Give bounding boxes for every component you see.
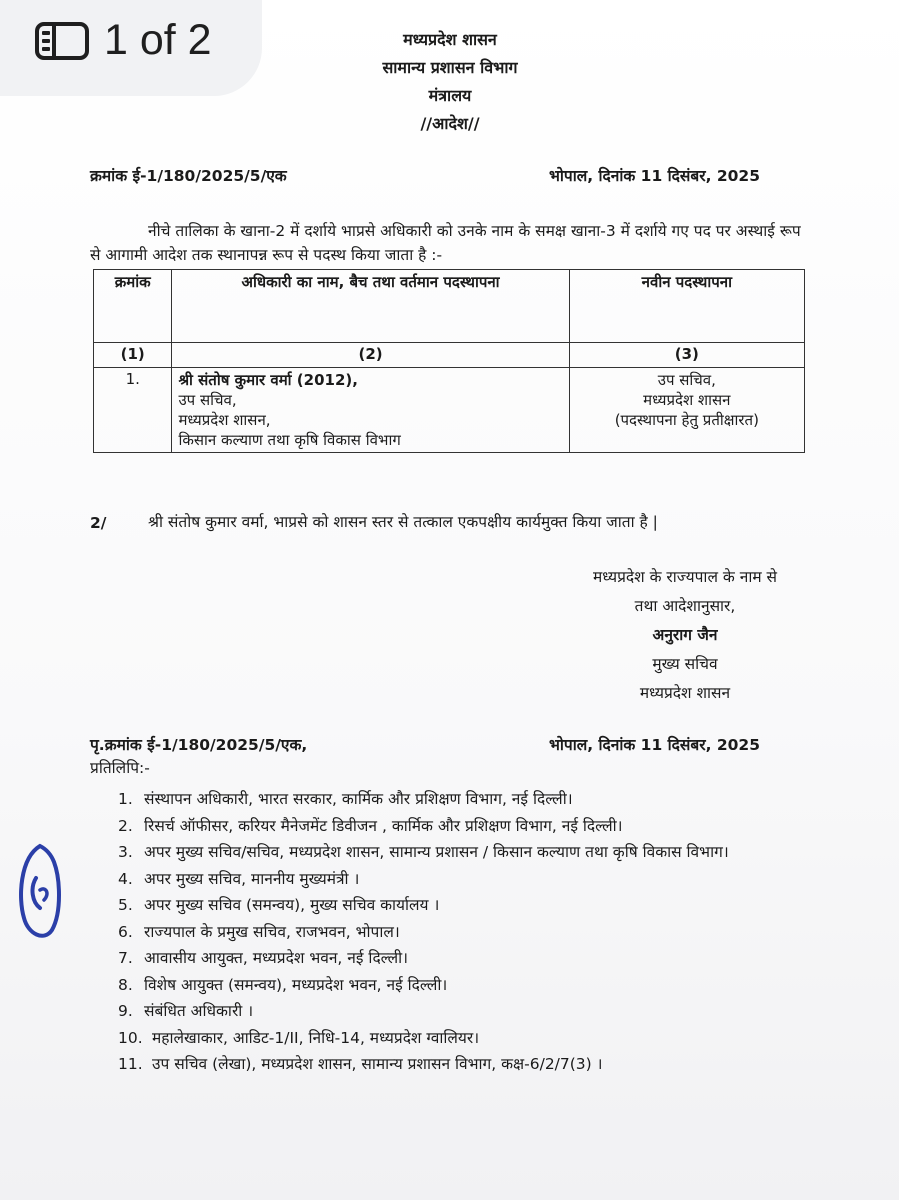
new-posting-status: (पदस्थापना हेतु प्रतीक्षारत): [614, 411, 759, 429]
para2-number: 2/: [90, 514, 107, 532]
list-item: 6. राज्यपाल के प्रमुख सचिव, राजभवन, भोपाल।: [118, 922, 400, 941]
list-item: 2. रिसर्च ऑफीसर, करियर मैनेजमेंट डिवीजन , कार्मिक और प्रशिक्षण विभाग, नई दिल्ली।: [118, 816, 623, 835]
copy-label: प्रतिलिपि:-: [90, 759, 150, 777]
recipient-list: [118, 786, 818, 1078]
page-indicator-text: 1 of 2: [104, 16, 212, 64]
header-department: सामान्य प्रशासन विभाग: [382, 58, 518, 77]
row-serial: 1.: [94, 368, 172, 453]
posting-table: [93, 269, 805, 453]
table-row: [94, 368, 805, 453]
list-item: 7. आवासीय आयुक्त, मध्यप्रदेश भवन, नई दिल्ली।: [118, 949, 409, 967]
col-number-1: (1): [94, 343, 172, 368]
list-item: 4. अपर मुख्य सचिव, माननीय मुख्यमंत्री ।: [118, 869, 360, 888]
header-officer: अधिकारी का नाम, बैच तथा वर्तमान पदस्थापना: [172, 270, 569, 343]
current-department: किसान कल्याण तथा कृषि विकास विभाग: [178, 431, 401, 449]
current-government: मध्यप्रदेश शासन,: [178, 411, 271, 429]
signature-line1: मध्यप्रदेश के राज्यपाल के नाम से: [592, 568, 778, 586]
handwritten-initials: [10, 838, 80, 948]
table-column-number-row: [94, 343, 805, 368]
signatory-office: मध्यप्रदेश शासन: [639, 684, 731, 702]
new-government: मध्यप्रदेश शासन: [643, 391, 731, 409]
endorsement-place-date: भोपाल, दिनांक 11 दिसंबर, 2025: [549, 736, 760, 754]
officer-name: श्री संतोष कुमार वर्मा (2012),: [178, 371, 358, 389]
new-designation: उप सचिव,: [657, 371, 716, 389]
list-item: 11. उप सचिव (लेखा), मध्यप्रदेश शासन, सामान्य प्रशासन विभाग, कक्ष-6/2/7(3) ।: [118, 1055, 603, 1073]
list-item: 3. अपर मुख्य सचिव/सचिव, मध्यप्रदेश शासन, सामान्य प्रशासन / किसान कल्याण तथा कृषि विकास विभाग।: [118, 843, 729, 861]
table-header-row: [94, 270, 805, 343]
signature-block: [530, 563, 840, 708]
intro-paragraph: नीचे तालिका के खाना-2 में दर्शाये भाप्रसे अधिकारी को उनके नाम के समक्ष खाना-3 में दर्शाये गए पद पर अस्थाई रूप से आगामी आदेश तक स्थानापन्न रूप से पदस्थ किया जाता है :-: [90, 222, 801, 264]
page-sidebar-icon[interactable]: [34, 21, 90, 61]
header-ministry: मंत्रालय: [428, 86, 472, 105]
list-item: 10. महालेखाकार, आडिट-1/II, निधि-14, मध्यप्रदेश ग्वालियर।: [118, 1028, 480, 1047]
header-new-posting: नवीन पदस्थापना: [569, 270, 804, 343]
endorsement-number: पृ.क्रमांक ई-1/180/2025/5/एक,: [90, 736, 308, 754]
para2-text: श्री संतोष कुमार वर्मा, भाप्रसे को शासन स्तर से तत्काल एकपक्षीय कार्यमुक्त किया जाता है |: [148, 513, 658, 531]
signature-line2: तथा आदेशानुसार,: [634, 597, 736, 615]
col-number-2: (2): [172, 343, 569, 368]
signatory-designation: मुख्य सचिव: [652, 655, 718, 673]
signatory-name: अनुराग जैन: [652, 626, 718, 644]
officer-cell: [172, 368, 569, 453]
new-posting-cell: [569, 368, 804, 453]
list-item: 1. संस्थापन अधिकारी, भारत सरकार, कार्मिक और प्रशिक्षण विभाग, नई दिल्ली।: [118, 790, 573, 808]
order-number: क्रमांक ई-1/180/2025/5/एक: [90, 167, 287, 185]
order-place-date: भोपाल, दिनांक 11 दिसंबर, 2025: [549, 167, 760, 185]
list-item: 5. अपर मुख्य सचिव (समन्वय), मुख्य सचिव कार्यालय ।: [118, 896, 440, 914]
page-indicator-pill[interactable]: [0, 0, 262, 96]
list-item: 8. विशेष आयुक्त (समन्वय), मध्यप्रदेश भवन, नई दिल्ली।: [118, 975, 448, 994]
header-government: मध्यप्रदेश शासन: [403, 30, 497, 49]
current-designation: उप सचिव,: [178, 391, 237, 409]
header-serial: क्रमांक: [94, 270, 172, 343]
header-order-title: //आदेश//: [420, 114, 480, 133]
col-number-3: (3): [569, 343, 804, 368]
list-item: 9. संबंधित अधिकारी ।: [118, 1002, 254, 1020]
